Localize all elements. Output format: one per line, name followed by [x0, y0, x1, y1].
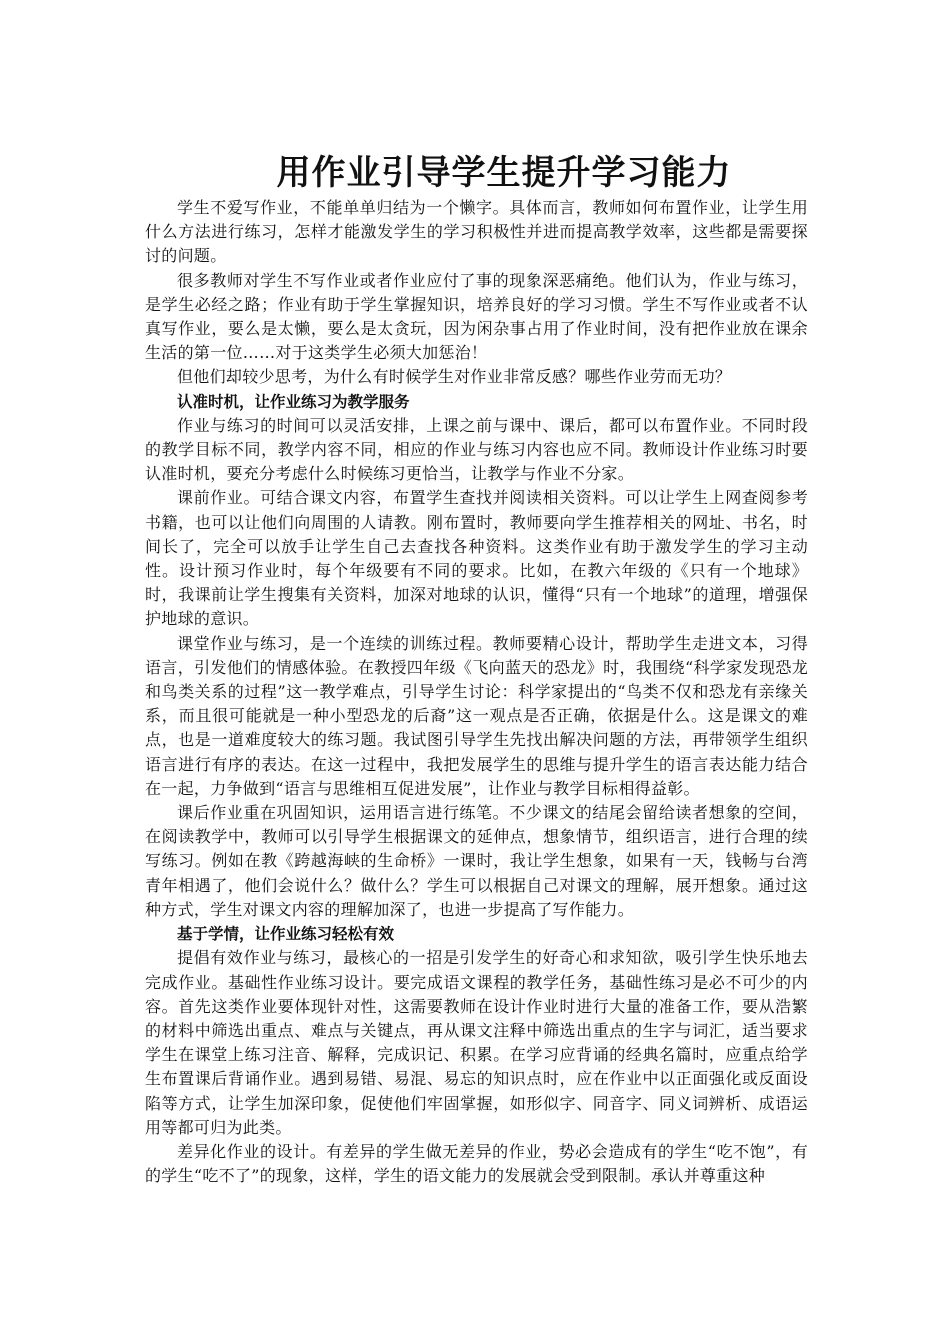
paragraph: 但他们却较少思考，为什么有时候学生对作业非常反感？哪些作业劳而无功？ — [177, 367, 732, 387]
paragraph: 学生不爱写作业，不能单单归结为一个懒字。具体而言，教师如何布置作业，让学生用什么方法进行练习，怎样才能激发学生的学习积极性并进而提高教学效率，这些都是需要探讨的问题。 — [145, 198, 808, 266]
document-page — [145, 150, 808, 1188]
paragraph: 提倡有效作业与练习，最核心的一招是引发学生的好奇心和求知欲，吸引学生快乐地去完成作业。基础性作业练习设计。要完成语文课程的教学任务，基础性练习是必不可少的内容。首先这类作业要体现针对性，这需要教师在设计作业时进行大量的准备工作，要从浩繁的材料中筛选出重点、难点与关键点，再从课文注释中筛选出重点的生字与词汇，适当要求学生在课堂上练习注音、解释，完成识记、积累。在学习应背诵的经典名篇时，应重点给学生布置课后背诵作业。遇到易错、易混、易忘的知识点时，应在作业中以正面强化或反面设陷等方式，让学生加深印象，促使他们牢固掌握，如形似字、同音字、同义词辨析、成语运用等都可归为此类。 — [145, 948, 808, 1137]
paragraph: 差异化作业的设计。有差异的学生做无差异的作业，势必会造成有的学生“吃不饱”，有的学生“吃不了”的现象，这样，学生的语文能力的发展就会受到限制。承认并尊重这种 — [145, 1141, 808, 1186]
paragraph: 很多教师对学生不写作业或者作业应付了事的现象深恶痛绝。他们认为，作业与练习，是学生必经之路；作业有助于学生掌握知识，培养良好的学习习惯。学生不写作业或者不认真写作业，要么是太懒，要么是太贪玩，因为闲杂事占用了作业时间，没有把作业放在课余生活的第一位……对于这类学生必须大加惩治！ — [145, 270, 808, 363]
paragraph: 课堂作业与练习，是一个连续的训练过程。教师要精心设计，帮助学生走进文本，习得语言，引发他们的情感体验。在教授四年级《飞向蓝天的恐龙》时，我围绕“科学家发现恐龙和鸟类关系的过程”这一教学难点，引导学生讨论：科学家提出的“鸟类不仅和恐龙有亲缘关系，而且很可能就是一种小型恐龙的后裔”这一观点是否正确，依据是什么。这是课文的难点，也是一道难度较大的练习题。我试图引导学生先找出解决问题的方法，再带领学生组织语言进行有序的表达。在这一过程中，我把发展学生的思维与提升学生的语言表达能力结合在一起，力争做到“语言与思维相互促进发展”，让作业与教学目标相得益彰。 — [145, 633, 808, 798]
paragraph: 作业与练习的时间可以灵活安排，上课之前与课中、课后，都可以布置作业。不同时段的教学目标不同，教学内容不同，相应的作业与练习内容也应不同。教师设计作业练习时要认准时机，要充分考虑什么时候练习更恰当，让教学与作业不分家。 — [145, 415, 808, 484]
paragraph: 课前作业。可结合课文内容，布置学生查找并阅读相关资料。可以让学生上网查阅参考书籍，也可以让他们向周围的人请教。刚布置时，教师要向学生推荐相关的网址、书名，时间长了，完全可以放手让学生自己去查找各种资料。这类作业有助于激发学生的学习主动性。设计预习作业时，每个年级要有不同的要求。比如，在教六年级的《只有一个地球》时，我课前让学生搜集有关资料，加深对地球的认识，懂得“只有一个地球”的道理，增强保护地球的意识。 — [145, 488, 808, 629]
paragraph: 课后作业重在巩固知识，运用语言进行练笔。不少课文的结尾会留给读者想象的空间，在阅读教学中，教师可以引导学生根据课文的延伸点，想象情节，组织语言，进行合理的续写练习。例如在教《跨越海峡的生命桥》一课时，我让学生想象，如果有一天，钱畅与台湾青年相遇了，他们会说什么？做什么？学生可以根据自己对课文的理解，展开想象。通过这种方式，学生对课文内容的理解加深了，也进一步提高了写作能力。 — [145, 803, 808, 919]
section-heading: 基于学情，让作业练习轻松有效 — [177, 925, 395, 944]
section-heading: 认准时机，让作业练习为教学服务 — [177, 392, 410, 411]
document-title: 用作业引导学生提升学习能力 — [276, 153, 732, 193]
